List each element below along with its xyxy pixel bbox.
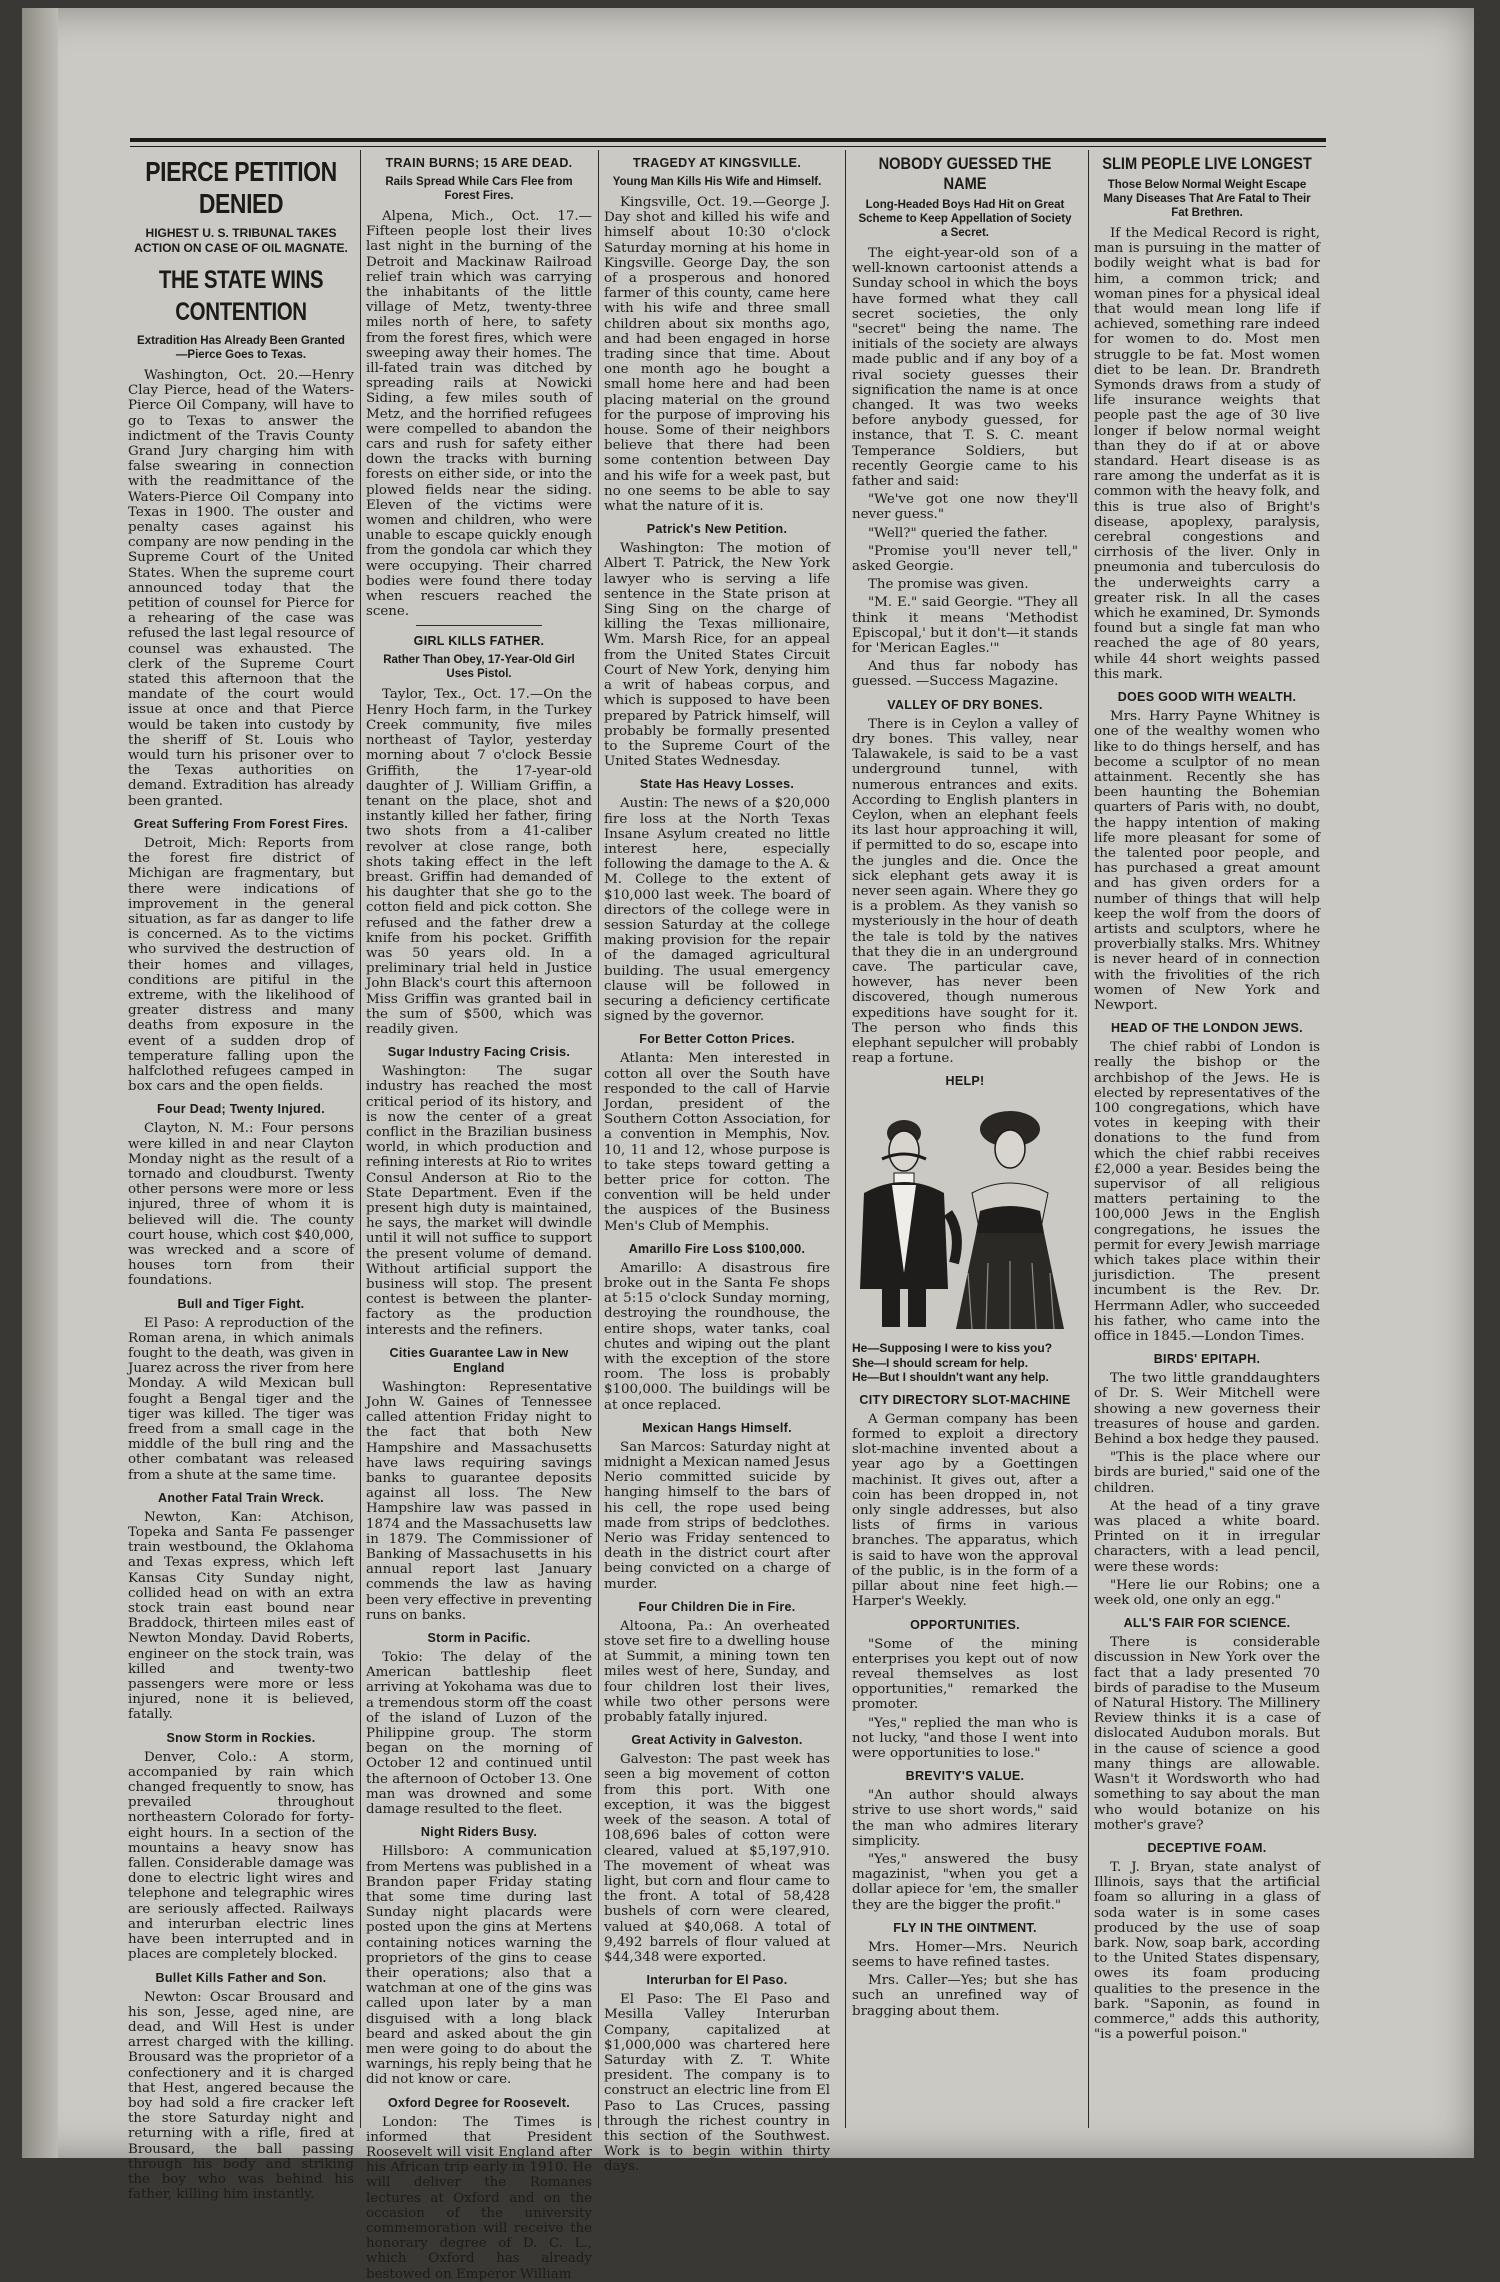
article-text: The chief rabbi of London is really the bishop or the archbishop of the Jews. He is elected by representatives of the 100 congregations, which have votes in keeping with their donations to the fund from which the chief rabbi receives £2,000 a year. Besides being the supervisor of all religious matters pertaining to the 100,000 Jews in the English congregations, he issues the permit for every Jewish marriage which takes place within their jurisdiction. The present incumbent is the Rev. Dr. Herrmann Adler, who succeeded his father, who came into the office in 1845.—London Times. <box>1094 1040 1320 1345</box>
headline: BREVITY'S VALUE. <box>905 1769 1025 1784</box>
article-text: Kingsville, Oct. 19.—George J. Day shot and killed his wife and himself about 10:30 o'clock Saturday morning at his home in Kingsville. George Day, the son of a prosperous and honored farmer of this county, came here with his wife and three small children about six months ago, and had been engaged in horse trading since that time. About one month ago he bought a small home here and had been placing material on the ground for the purpose of improving his house. Some of their neighbors believe that there had been some contention between Day and his wife for a week past, but no one seems to be able to say what the nature of it is. <box>604 195 830 515</box>
column-3 <box>604 152 830 2175</box>
headline-slim-people: SLIM PEOPLE LIVE LONGEST <box>1102 154 1312 173</box>
headline: Bull and Tiger Fight. <box>177 1296 305 1311</box>
article-text: Amarillo: A disastrous fire broke out in the Santa Fe shops at 5:15 o'clock Sunday morning, destroying the roundhouse, the entire shops, water tanks, coal chutes and wiping out the plant with the exception of the store room. The loss is probably $100,000. The buildings will be at once replaced. <box>604 1260 830 1413</box>
headline: State Has Heavy Losses. <box>639 777 795 792</box>
column-rule <box>360 150 361 2128</box>
column-4 <box>852 152 1078 2127</box>
headline: OPPORTUNITIES. <box>910 1617 1020 1632</box>
headline: GIRL KILLS FATHER. <box>413 634 545 649</box>
headline: Cities Guarantee Law in New England <box>389 1345 569 1375</box>
article-text: San Marcos: Saturday night at midnight a Mexican named Jesus Nerio committed suicide by hanging himself to the bars of his cell, the rope used being made from strips of bedclothes. Nerio was Friday sentenced to death in the district court after being convicted on a charge of murder. <box>604 1439 830 1592</box>
headline: Storm in Pacific. <box>427 1631 531 1646</box>
deck-pierce: HIGHEST U. S. TRIBUNAL TAKES ACTION ON CASE OF OIL MAGNATE. <box>134 226 348 255</box>
article-text: "An author should always strive to use short words," said the man who admires literary simplicity. <box>852 1788 1078 1849</box>
article-text: Newton: Oscar Brousard and his son, Jesse, aged nine, are dead, and Will Hest is under arrest charged with the killing. Brousard was the proprietor of a confectionery and it is charged that Hest, angered because the boy had sold a fire cracker left the store Saturday night and returning with a rifle, fired at Brousard, the ball passing through his body and striking the boy who was behind his father, killing him instantly. <box>128 1989 354 2203</box>
article-text: Galveston: The past week has seen a big movement of cotton from this port. With one exception, it was the biggest week of the season. A total of 108,696 bales of cotton were cleared, valued at $5,197,910. The movement of wheat was light, but corn and flour came to the front. A total of 58,428 bushels of corn were cleared, valued at $40,068. A total of 9,492 barrels of flour valued at $44,348 were exported. <box>604 1752 830 1965</box>
headline: Great Suffering From Forest Fires. <box>133 816 349 831</box>
divider <box>416 625 542 626</box>
subhead: Young Man Kills His Wife and Himself. <box>612 176 822 188</box>
article-text: If the Medical Record is right, man is pursuing in the matter of bodily weight what is bad for him, a common trick; and woman pines for a physical ideal that would mean long life if achieved, something rare indeed for women to do. Most men struggle to be fat. Most women diet to be lean. Dr. Brandreth Symonds draws from a study of life insurance weights that people past the age of 30 live longer if below normal weight than they do if at or above standard. Heart disease is as rare among the underfat as it is common with the heavy folk, and this is true also of Bright's disease, apoplexy, paralysis, cerebral congestions and cirrhosis of the liver. Only in pneumonia and tuberculosis do the underweights carry a greater risk. In all the cases which he examined, Dr. Symonds found but a single fat man who reached the age of 80 years, while 44 short weights passed this mark. <box>1094 226 1320 682</box>
column-rule <box>845 150 846 2128</box>
headline: Snow Storm in Rockies. <box>166 1730 316 1745</box>
article-text: Taylor, Tex., Oct. 17.—On the Henry Hoch farm, in the Turkey Creek community, five miles northeast of Taylor, yesterday morning about 7 o'clock Bessie Griffith, the 17-year-old daughter of J. William Griffin, a tenant on the place, shot and instantly killed her father, firing two shots from a 41-caliber revolver at close range, both shots taking effect in the left breast. Griffin had demanded of his daughter that she go to the cotton field and pick cotton. She refused and the father drew a knife from his pocket. Griffith was 50 years old. In a preliminary trial held in Justice John Black's court this afternoon Miss Griffin was granted bail in the sum of $500, which was readily given. <box>366 687 592 1037</box>
subhead: Rails Spread While Cars Flee from Forest Fires. <box>385 176 573 202</box>
cartoon-caption: He—Supposing I were to kiss you? <box>852 1341 1053 1356</box>
headline: TRAGEDY AT KINGSVILLE. <box>632 156 802 170</box>
headline: VALLEY OF DRY BONES. <box>887 697 1043 712</box>
subhead: Those Below Normal Weight Escape Many Diseases That Are Fatal to Their Fat Brethren. <box>1103 179 1311 219</box>
headline-pierce: PIERCE PETITION DENIED <box>145 156 337 219</box>
subhead: Rather Than Obey, 17-Year-Old Girl Uses Pistol. <box>383 654 575 681</box>
headline: TRAIN BURNS; 15 ARE DEAD. <box>385 156 573 170</box>
article-text: "Promise you'll never tell," asked Georgie. <box>852 543 1078 575</box>
page-edge <box>22 8 58 2158</box>
article-text: At the head of a tiny grave was placed a white board. Printed on it in irregular characters, with a lead pencil, were these words: <box>1094 1498 1320 1575</box>
article-text: "Well?" queried the father. <box>868 525 1048 541</box>
article-text: The promise was given. <box>868 577 1029 593</box>
article-text: Washington: Representative John W. Gaines of Tennessee called attention Friday night to the fact that both New Hampshire and Massachusetts have laws requiring savings banks to guarantee deposits against all loss. The New Hampshire law was passed in 1874 and the Massachusetts law in 1879. The Commissioner of Banking of Massachusetts in his annual report last January commends the law as having been very effective in preventing runs on banks. <box>366 1379 592 1623</box>
article-text: Hillsboro: A communication from Mertens was published in a Brandon paper Friday stating that some time during last Sunday night placards were posted upon the gins at Mertens containing notices warning the proprietors of the gins to cease their operations; also that a watchman at one of the gins was called upon later by a man disguised with a long black beard and asked about the gin men were going to do about the warnings, his reply being that he did not know or care. <box>366 1844 592 2088</box>
headline: DECEPTIVE FOAM. <box>1147 1840 1267 1855</box>
article-text: "Yes," replied the man who is not lucky, "and those I went into were opportunities to lose." <box>852 1715 1078 1761</box>
headline: For Better Cotton Prices. <box>639 1032 795 1047</box>
article-text: El Paso: A reproduction of the Roman arena, in which animals fought to the death, was given in Juarez across the river from here Monday. A wild Mexican bull fought a Bengal tiger and the tiger was killed. The tiger was freed from a small cage in the middle of the bull ring and the other combatant was released from a shute at the same time. <box>128 1315 354 1483</box>
headline: Great Activity in Galveston. <box>631 1733 803 1748</box>
article-text: Washington: The motion of Albert T. Patrick, the New York lawyer who is serving a life sentence in the State prison at Sing Sing on the charge of killing the Texas millionaire, Wm. Marsh Rice, for an appeal from the United States Circuit Court of New York, denying him a writ of habeas corpus, and which is supposed to have been prepared by Patrick himself, will probably be formally presented to the Supreme Court of the United States Wednesday. <box>604 541 830 770</box>
column-1 <box>128 152 354 2203</box>
headline: Four Dead; Twenty Injured. <box>157 1102 325 1117</box>
headline: Amarillo Fire Loss $100,000. <box>628 1241 806 1256</box>
article-text: "Here lie our Robins; one a week old, one only an egg." <box>1094 1577 1320 1609</box>
article-text: Washington, Oct. 20.—Henry Clay Pierce, head of the Waters-Pierce Oil Company, will have to go to Texas to answer the indictment of the Travis County Grand Jury charging him with false swearing in connection with the readmittance of the Waters-Pierce Oil Company into Texas in 1900. The ouster and penalty cases against his company are now pending in the Supreme Court of the United States. When the supreme court announced today that the petition of counsel for Pierce for a rehearing of the case was refused the last legal resource of counsel was exhausted. The clerk of the Supreme Court stated this afternoon that the mandate of the court would issue at once and that Pierce would be taken into custody by the sheriff of St. Louis who would turn his prisoner over to the Texas authorities on demand. Extradition has already been granted. <box>128 368 354 809</box>
article-text: "M. E." said Georgie. "They all think it means 'Methodist Episcopal,' but it don't—it stands for 'Merican Eagles.'" <box>852 595 1078 657</box>
article-text: There is in Ceylon a valley of dry bones. This valley, near Talawakele, is said to be a vast underground tunnel, with numerous entrances and exits. According to English planters in Ceylon, when an elephant feels its last hour approaching it will, if permitted to do so, escape into the jungles and die. Once the sick elephant gets away it is never seen again. Where they go is a problem. As they vanish so mysteriously in the hour of death the tale is told by the natives that they die in an underground cave. The particular cave, however, has never been discovered, though numerous expeditions have sought for it. The person who finds this elephant sepulcher will probably reap a fortune. <box>852 716 1078 1067</box>
article-text: Denver, Colo.: A storm, accompanied by rain which changed frequently to snow, has prevailed throughout northeastern Colorado for forty-eight hours. In a section of the mountains a heavy snow has fallen. Considerable damage was done to electric light wires and telephone and telegraphic wires are seriously affected. Railways and interurban electric lines have been interrupted and in places are completely blocked. <box>128 1749 354 1963</box>
article-text: Alpena, Mich., Oct. 17.—Fifteen people lost their lives last night in the burning of the Detroit and Mackinaw Railroad relief train which was carrying the inhabitants of the little village of Metz, twenty-three miles north of here, to safety from the forest fires, which were sweeping away their homes. The ill-fated train was ditched by spreading rails at Nowicki Siding, a few miles south of Metz, and the horrified refugees were compelled to abandon the cars and rush for safety either down the tracks with burning forests on either side, or into the plowed fields near the siding. Eleven of the victims were women and children, who were unable to escape quickly enough from the gondola car which they were occupying. Their charred bodies were found there today when rescuers reached the scene. <box>366 209 592 620</box>
headline: Sugar Industry Facing Crisis. <box>387 1045 571 1060</box>
article-text: Newton, Kan: Atchison, Topeka and Santa Fe passenger train westbound, the Oklahoma and Texas express, which left Kansas City Sunday night, collided head on with an extra stock train east bound near Braddock, thirteen miles east of Newton Monday. David Roberts, engineer on the stock train, was killed and twenty-two passengers were more or less injured, none it is believed, fatally. <box>128 1509 354 1723</box>
article-text: The eight-year-old son of a well-known cartoonist attends a Sunday school in which the boys have formed what they call secret societies, the only "secret" being the name. The initials of the society are always made public and if any boy of a rival society guesses their signification the name is at once changed. It was two weeks before anybody guessed, for instance, that T. S. C. meant Temperance Soldiers, but recently Georgie came to his father and said: <box>852 246 1078 490</box>
headline-state-wins: THE STATE WINS CONTENTION <box>158 266 324 326</box>
headline: HEAD OF THE LONDON JEWS. <box>1111 1021 1303 1036</box>
article-text: Washington: The sugar industry has reached the most critical period of its history, and is now the center of a great conflict in the Brazilian business world, in which production and refining interests at Rio to writes Consul Anderson at Rio to the State Department. Even if the present high duty is maintained, he says, the market will dwindle until it will not suffice to support the present volume of demand. Without artificial support the business will stop. The present contest is between the planter-factory as the production interests and the refiners. <box>366 1064 592 1338</box>
headline: CITY DIRECTORY SLOT-MACHINE <box>859 1392 1071 1407</box>
article-text: "This is the place where our birds are buried," said one of the children. <box>1094 1450 1320 1496</box>
headline: Night Riders Busy. <box>420 1825 538 1840</box>
headline-nobody-guessed: NOBODY GUESSED THE NAME <box>878 154 1052 193</box>
masthead-rule-thin <box>130 146 1326 147</box>
headline: Four Children Die in Fire. <box>638 1599 796 1614</box>
article-text: And thus far nobody has guessed. —Success Magazine. <box>852 659 1078 690</box>
article-text: "Some of the mining enterprises you kept out of now reveal themselves as lost opportunities," remarked the promoter. <box>852 1636 1078 1713</box>
article-text: Detroit, Mich: Reports from the forest fire district of Michigan are fragmentary, but there were indications of improvement in the general situation, as far as danger to life is concerned. As to the victims who survived the destruction of their homes and villages, conditions are pitiful in the extreme, with the likelihood of greater distress and many deaths from exposure in the event of a sudden drop of temperature falling upon the halfclothed refugees camped in box cars and the open fields. <box>128 835 354 1095</box>
article-text: Mrs. Caller—Yes; but she has such an unrefined way of bragging about them. <box>852 1973 1078 2019</box>
article-text: Mrs. Homer—Mrs. Neurich seems to have refined tastes. <box>852 1939 1078 1970</box>
article-text: Tokio: The delay of the American battleship fleet arriving at Yokohama was due to a tremendous storm off the coast of the island of Luzon of the Philippine group. The storm began on the morning of October 12 and continued until the afternoon of October 13. One man was drowned and some damage resulted to the fleet. <box>366 1650 592 1818</box>
article-text: Austin: The news of a $20,000 fire loss at the North Texas Insane Asylum created no little interest here, especially following the damage to the A. & M. College to the extent of $10,000 last week. The board of directors of the college were in session Saturday at the college making provision for the repair of the damaged agricultural building. The usual emergency clause will be followed in securing a deficiency certificate signed by the governor. <box>604 796 830 1025</box>
headline: Bullet Kills Father and Son. <box>155 1970 327 1985</box>
article-text: "Yes," answered the busy magazinist, "when you get a dollar apiece for 'em, the smaller they are the bigger the profit." <box>852 1851 1078 1913</box>
subhead-extradition: Extradition Has Already Been Granted—Pierce Goes to Texas. <box>137 335 345 361</box>
cartoon-title: HELP! <box>945 1074 985 1089</box>
column-2 <box>366 152 592 2282</box>
column-rule <box>598 150 599 2128</box>
headline: ALL'S FAIR FOR SCIENCE. <box>1123 1616 1291 1631</box>
column-5 <box>1094 152 1320 2127</box>
headline: BIRDS' EPITAPH. <box>1153 1352 1261 1367</box>
cartoon-illustration <box>852 1093 1078 1337</box>
article-text: London: The Times is informed that President Roosevelt will visit England after his African trip early in 1910. He will deliver the Romanes lectures at Oxford and on the occasion of the university commemoration will receive the honorary degree of D. C. L., which Oxford has already bestowed on Emperor William <box>366 2114 592 2282</box>
masthead-rule <box>130 138 1326 142</box>
article-text: Atlanta: Men interested in cotton all over the South have responded to the call of Harvie Jordan, president of the Southern Cotton Association, for a convention in Memphis, Nov. 10, 11 and 12, whose purpose is to take steps toward getting a better price for cotton. The convention will be held under the auspices of the Business Men's Club of Memphis. <box>604 1051 830 1234</box>
headline: Another Fatal Train Wreck. <box>158 1490 324 1505</box>
article-text: Mrs. Harry Payne Whitney is one of the wealthy women who like to do things herself, and has become a sculptor of no mean attainment. Recently she has been haunting the Bohemian quarters of Paris with, no doubt, the happy intention of making life more pleasant for some of the talented poor people, and has purchased a great amount and has given orders for a number of things that will help keep the wolf from the doors of artists and sculptors, where he proverbially stalks. Mrs. Whitney is never heard of in connection with the frivolities of the rich women of New York and Newport. <box>1094 709 1320 1013</box>
cartoon-caption: He—But I shouldn't want any help. <box>852 1370 1049 1385</box>
headline: Mexican Hangs Himself. <box>642 1420 792 1435</box>
headline: DOES GOOD WITH WEALTH. <box>1117 690 1297 705</box>
article-text: "We've got one now they'll never guess." <box>852 492 1078 523</box>
article-text: T. J. Bryan, state analyst of Illinois, says that the artificial foam so alluring in a glass of soda water is in some cases produced by the use of soap bark. Now, soap bark, according to the United States dispensary, owes its foam producing qualities to the presence in the bark. "Saponin, as found in commerce," adds this authority, "is a powerful poison." <box>1094 1859 1320 2043</box>
headline: Oxford Degree for Roosevelt. <box>387 2095 571 2110</box>
article-text: A German company has been formed to exploit a directory slot-machine invented about a year ago by a Goettingen machinist. It gives out, after a coin has been dropped in, not only single addresses, but also lists of firms in various branches. The apparatus, which is said to have won the approval of the public, is in the form of a pillar about nine feet high.—Harper's Weekly. <box>852 1411 1078 1610</box>
article-text: El Paso: The El Paso and Mesilla Valley Interurban Company, capitalized at $1,000,000 was chartered here Saturday with Z. T. White president. The company is to construct an electric line from El Paso to Las Cruces, passing through the richest country in this section of the Southwest. Work is to begin within thirty days. <box>604 1992 830 2175</box>
headline: Patrick's New Petition. <box>646 522 788 537</box>
article-text: Altoona, Pa.: An overheated stove set fire to a dwelling house at Summit, a mining town ten miles west of here, Sunday, and four children lost their lives, while two other persons were probably fatally injured. <box>604 1618 830 1726</box>
headline: FLY IN THE OINTMENT. <box>893 1920 1037 1935</box>
cartoon-caption: She—I should scream for help. <box>852 1355 1029 1370</box>
article-text: There is considerable discussion in New York over the fact that a lady presented 70 birds of paradise to the Museum of Natural History. The Millinery Review thinks it is a case of dislocated Audubon morals. But in the cause of science a good many things are allowable. Wasn't it Wordsworth who had something to say about the man who would botanize on his mother's grave? <box>1094 1635 1320 1833</box>
subhead: Long-Headed Boys Had Hit on Great Scheme to Keep Appellation of Society a Secret. <box>858 199 1072 239</box>
article-text: The two little granddaughters of Dr. S. Weir Mitchell were showing a new governess their treasures of house and garden. Behind a box hedge they paused. <box>1094 1371 1320 1448</box>
column-rule <box>1088 150 1089 2128</box>
article-text: Clayton, N. M.: Four persons were killed in and near Clayton Monday night as the result of a tornado and cloudburst. Twenty other persons were more or less injured, three of whom it is believed will die. The county court house, which cost $40,000, was wrecked and a score of houses torn from their foundations. <box>128 1121 354 1289</box>
headline: Interurban for El Paso. <box>646 1973 788 1988</box>
